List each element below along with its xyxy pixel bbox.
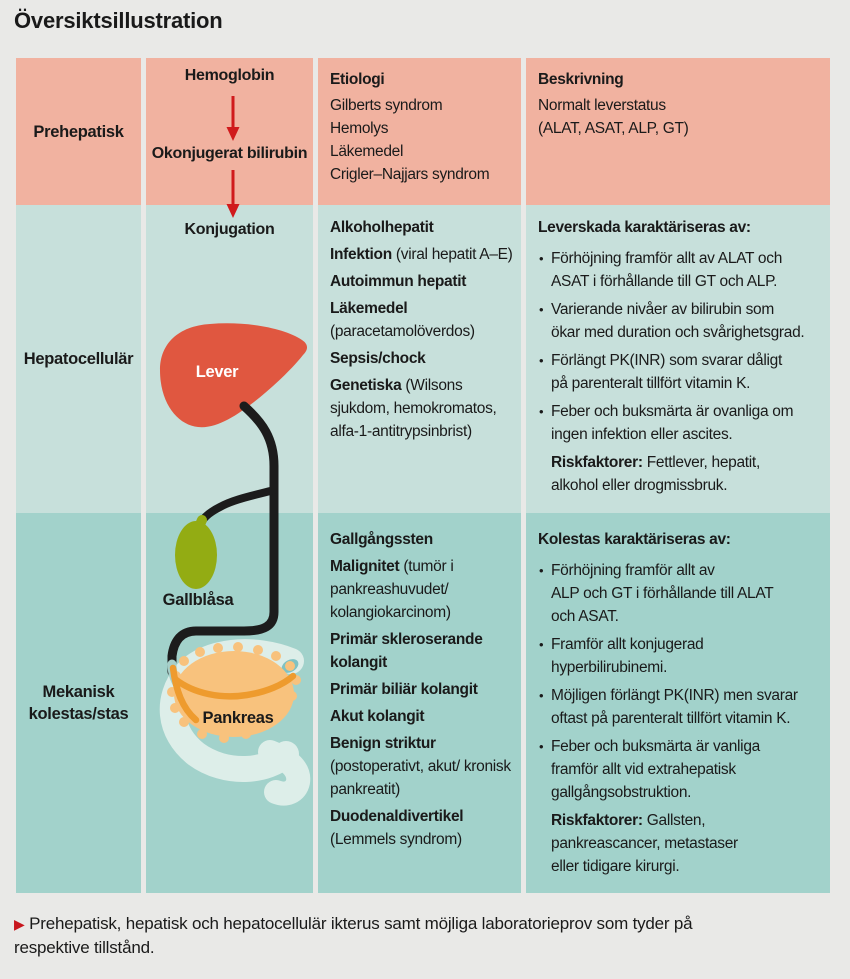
caption-marker-icon: ▶: [14, 916, 25, 932]
cystic-duct: [202, 490, 274, 521]
caption-line: Prehepatisk, hepatisk och hepatocellulär ikterus samt möjliga laboratorieprov som tyder på: [29, 914, 693, 933]
description-line: (ALAT, ASAT, ALP, GT): [538, 120, 689, 137]
bullet-icon: •: [539, 404, 544, 419]
etiology-item: Genetiska (Wilsons sjukdom, hemokromatos, alfa-1-antitrypsinbrist): [330, 377, 497, 440]
description-hepatocellular: [526, 205, 830, 513]
etiology-item: Autoimmun hepatit: [330, 273, 467, 290]
bullet-icon: •: [539, 688, 544, 703]
row-label-text: Prehepatisk: [33, 122, 124, 141]
flow-step-hemoglobin: Hemoglobin: [184, 67, 275, 84]
row-label-text: Hepatocellulär: [23, 350, 134, 368]
bullet-item: • Framför allt konjugerad hyperbilirubinemi.: [538, 633, 824, 679]
etiology-header: Etiologi: [330, 71, 385, 88]
bullet-item: • Förhöjning framför allt av ALP och GT i förhållande till ALAT och ASAT.: [538, 559, 824, 628]
etiology-item: Sepsis/chock: [330, 350, 426, 367]
pancreas-label: Pankreas: [202, 709, 274, 727]
bullet-icon: •: [539, 251, 544, 266]
figure-caption: [14, 912, 834, 960]
etiology-item: Benign striktur (postoperativt, akut/ kronisk pankreatit): [330, 735, 511, 798]
etiology-item: Primär biliär kolangit: [330, 681, 478, 698]
etiology-item: Crigler–Najjars syndrom: [330, 166, 490, 183]
etiology-item: Läkemedel (paracetamolöverdos): [330, 300, 475, 340]
etiology-item: Gallgångssten: [330, 531, 433, 548]
bullet-icon: •: [539, 563, 544, 578]
bullet-item: • Förhöjning framför allt av ALAT och ASAT i förhållande till GT och ALP.: [538, 247, 824, 293]
row-label-hepatocellular: [16, 205, 141, 513]
flow-step-unconjugated-bilirubin: Okonjugerat bilirubin: [151, 145, 308, 162]
page-title: Översiktsillustration: [14, 8, 223, 33]
gallbladder-shape: [175, 521, 217, 589]
etiology-item: Hemolys: [330, 120, 389, 137]
description-prehepatic: [526, 58, 830, 205]
risk-factors: Riskfaktorer: Fettlever, hepatit, alkohol eller drogmissbruk.: [551, 454, 760, 494]
etiology-item: Primär skleroserande kolangit: [330, 631, 483, 671]
description-mechanical: [526, 513, 830, 893]
description-line: Normalt leverstatus: [538, 97, 666, 114]
etiology-item: Infektion (viral hepatit A–E): [330, 246, 513, 263]
etiology-item: Läkemedel: [330, 143, 404, 160]
row-label-mechanical: [16, 513, 141, 893]
caption-line: respektive tillstånd.: [14, 938, 155, 957]
etiology-prehepatic: [318, 58, 521, 205]
gallbladder-label: Gallblåsa: [162, 591, 234, 609]
etiology-item: Akut kolangit: [330, 708, 425, 725]
etiology-item: Alkoholhepatit: [330, 219, 434, 236]
row-label-prehepatisk: [16, 58, 141, 205]
description-header: Beskrivning: [538, 71, 624, 88]
etiology-item: Gilberts syndrom: [330, 97, 443, 114]
bullet-icon: •: [539, 302, 544, 317]
etiology-mechanical: [318, 513, 521, 893]
bullet-item: • Förlängt PK(INR) som svarar dåligt på parenteralt tillfört vitamin K.: [538, 349, 824, 395]
bullet-item: • Feber och buksmärta är vanliga framför allt vid extrahepatisk gallgångsobstruktion.: [538, 735, 824, 804]
bullet-item: • Feber och buksmärta är ovanliga om ingen infektion eller ascites.: [538, 400, 824, 446]
bullet-icon: •: [539, 739, 544, 754]
etiology-item: Malignitet (tumör i pankreashuvudet/ kolangiokarcinom): [330, 558, 454, 621]
arrow-down-icon: [227, 96, 240, 141]
etiology-item: Duodenaldivertikel (Lemmels syndrom): [330, 808, 464, 848]
risk-factors: Riskfaktorer: Gallsten, pankreascancer, metastaser eller tidigare kirurgi.: [551, 812, 738, 875]
flow-step-conjugation: Konjugation: [184, 221, 275, 238]
arrow-down-icon: [227, 170, 240, 218]
bullet-icon: •: [539, 353, 544, 368]
anatomy-illustration: [146, 58, 313, 893]
description-section-header: Kolestas karaktäriseras av:: [538, 531, 731, 548]
bullet-item: • Möjligen förlängt PK(INR) men svarar oftast på parenteralt tillfört vitamin K.: [538, 684, 824, 730]
liver-label: Lever: [195, 363, 239, 381]
bullet-icon: •: [539, 637, 544, 652]
description-section-header: Leverskada karaktäriseras av:: [538, 219, 751, 236]
row-label-text: Mekanisk kolestas/stas: [28, 683, 129, 723]
etiology-hepatocellular: [318, 205, 521, 513]
bullet-item: • Varierande nivåer av bilirubin som ökar med duration och svårighetsgrad.: [538, 298, 824, 344]
